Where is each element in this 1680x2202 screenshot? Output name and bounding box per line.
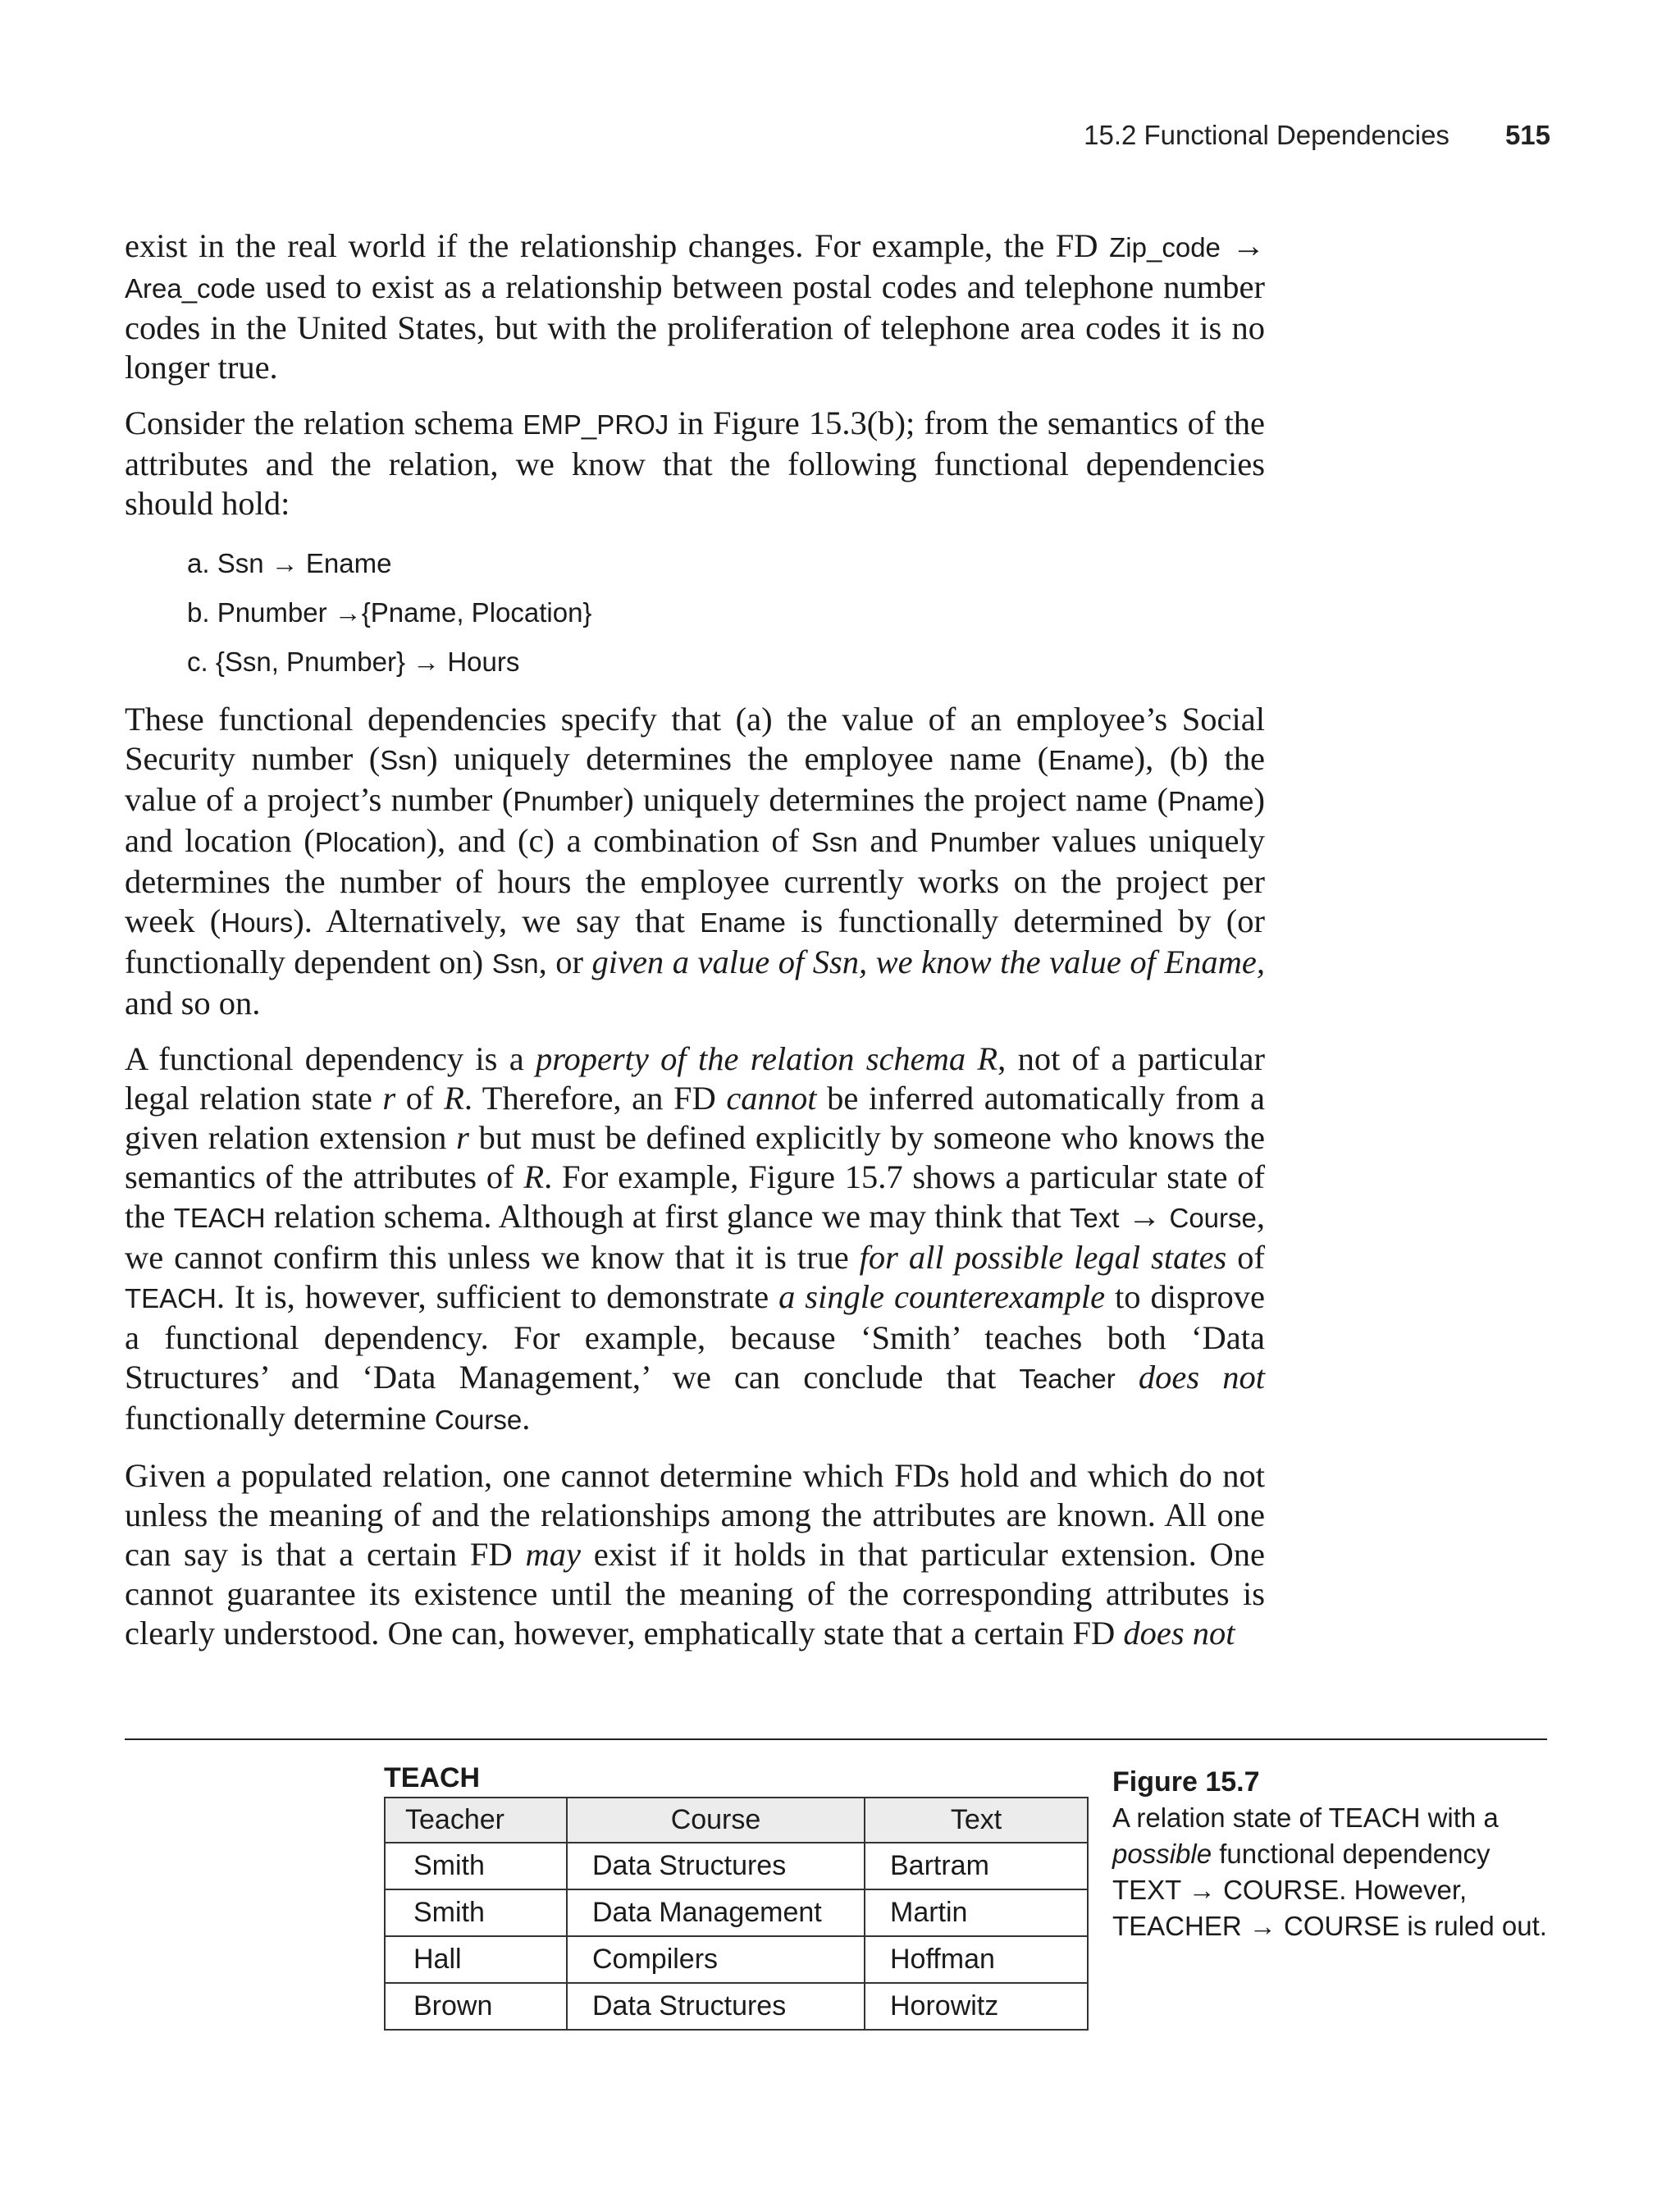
table-row [385,1936,1088,1983]
cell-text: Martin [865,1889,1088,1936]
text-run: in Figure 15.3(b); from the semantics of the attributes and the relation, we know that the following functional dependencies should hold: [125,404,1265,522]
column-header-course: Course [567,1798,865,1843]
cell-course: Data Structures [567,1843,865,1889]
text-run: ). Alternatively, we say that [293,902,701,939]
text-run: . For example, Figure 15.7 shows a particular state of the [125,1158,1265,1235]
italic-run: R [444,1080,464,1117]
text-run: A relation state of TEACH with a [1112,1802,1499,1833]
attr-run: TEACH [173,1203,266,1233]
italic-run: for all possible legal states [859,1239,1227,1276]
cell-text: Horowitz [865,1983,1088,2030]
attr-run: Plocation [314,827,427,857]
attr-run: Ename [700,907,786,938]
attr-run: EMP_PROJ [523,409,669,440]
paragraph-2 [125,404,1265,523]
text-run: to disprove a functional dependency. For example, because ‘Smith’ teaches both ‘Data Structures’ and ‘Data Management,’ we can conclude that [125,1278,1265,1396]
section-title: 15.2 Functional Dependencies [1084,120,1449,150]
figure-caption [1112,1764,1555,1944]
attr-run: Course [1169,1203,1257,1233]
text-run: functionally determine [125,1400,435,1437]
italic-run: may [525,1536,581,1573]
text-run: relation schema. Although at first glance we may think that [265,1198,1070,1235]
text-run: used to exist as a relationship between postal codes and telephone number codes in the United States, but with the proliferation of telephone area codes it is no longer true. [125,268,1265,386]
fd-item-a: a. Ssn → Ename [187,548,392,578]
cell-teacher: Smith [385,1889,567,1936]
text-run: and so on. [125,985,261,1021]
text-run: → [1220,227,1265,264]
text-run: ), and (c) a combination of [426,822,811,859]
paragraph-1 [125,226,1265,387]
attr-run: Zip_code [1109,232,1221,263]
text-run: ), (b) the value of a project’s number ( [125,740,1265,818]
fd-item-c: c. {Ssn, Pnumber} → Hours [187,646,520,677]
text-run: . It is, however, sufficient to demonstrate [216,1278,779,1315]
text-run: → [1119,1198,1170,1235]
italic-run: possible [1112,1839,1212,1869]
text-run: and [857,822,930,859]
italic-run: cannot [726,1080,817,1117]
table-header-row [385,1798,1088,1843]
figure-divider [125,1738,1547,1740]
text-run: . Therefore, an FD [463,1080,727,1117]
attr-run: Pname [1167,786,1254,816]
attr-run: Ssn [491,948,539,979]
cell-course: Data Management [567,1889,865,1936]
italic-run: does not [1123,1615,1235,1652]
attr-run: Pnumber [929,827,1040,857]
text-run: exist in the real world if the relationship changes. For example, the FD [125,227,1110,264]
text-run: but must be defined explicitly by someone who knows the semantics of the attributes of [125,1119,1265,1195]
fd-list [187,539,1265,687]
attr-run: Hours [221,907,294,938]
page-number: 515 [1504,120,1550,150]
italic-run: a single counterexample [778,1278,1106,1315]
text-run: , not of a particular legal relation state [125,1040,1265,1117]
body-text [125,226,1265,1670]
italic-run: does not [1138,1359,1265,1396]
text-run: ) uniquely determines the project name ( [623,781,1168,818]
caption-body [1112,1800,1555,1944]
attr-run: TEACH [125,1283,217,1313]
text-run: , we cannot confirm this unless we know that it is true [125,1198,1265,1276]
attr-run: Ssn [380,745,427,775]
text-run: be inferred automatically from a given relation extension [125,1080,1266,1156]
fd-item-b: b. Pnumber →{Pname, Plocation} [187,597,592,628]
attr-run: Text [1069,1203,1120,1233]
running-head [0,120,1550,151]
italic-run: r [456,1119,469,1156]
text-run: ) uniquely determines the employee name ( [427,740,1049,777]
cell-text: Bartram [865,1843,1088,1889]
column-header-teacher: Teacher [385,1798,567,1843]
teach-table [384,1797,1089,2031]
text-run: These functional dependencies specify that (a) the value of an employee’s Social Security number ( [125,701,1265,777]
cell-teacher: Smith [385,1843,567,1889]
table-row [385,1889,1088,1936]
text-run: A functional dependency is a [125,1040,536,1077]
text-run: is functionally determined by (or functionally dependent on) [125,902,1265,980]
text-run: functional dependency TEXT → COURSE. However, TEACHER → COURSE is ruled out. [1112,1839,1547,1941]
attr-run: Area_code [125,273,256,304]
text-run: values uniquely determines the number of hours the employee currently works on the project per week ( [125,822,1266,939]
text-run: of [395,1080,445,1117]
attr-run: Ssn [810,827,858,857]
text-run [1116,1359,1139,1396]
table-row [385,1843,1088,1889]
text-run: Given a populated relation, one cannot determine which FDs hold and which do not unless the meaning of and the relationships among the attributes are known. All one can say is that a certain FD [125,1457,1265,1573]
italic-run: r [382,1080,396,1117]
text-run: of [1226,1239,1265,1276]
italic-run: given a value of Ssn, we know the value of Ename, [591,943,1265,980]
text-run: Consider the relation schema [125,404,523,441]
paragraph-3 [125,700,1265,1023]
cell-course: Data Structures [567,1983,865,2030]
column-header-text: Text [865,1798,1088,1843]
cell-course: Compilers [567,1936,865,1983]
text-run: ) and location ( [125,781,1266,859]
text-run: exist if it holds in that particular extension. One cannot guarantee its existence until the meaning of the corresponding attributes is clearly understood. One can, however, emphatically state that a certain FD [125,1536,1265,1652]
paragraph-5 [125,1456,1265,1653]
attr-run: Course [434,1405,523,1435]
cell-teacher: Brown [385,1983,567,2030]
cell-text: Hoffman [865,1936,1088,1983]
cell-teacher: Hall [385,1936,567,1983]
attr-run: Ename [1048,745,1134,775]
table-title: TEACH [384,1762,481,1793]
paragraph-4 [125,1039,1265,1440]
caption-title: Figure 15.7 [1112,1766,1260,1798]
text-run: . [522,1400,531,1437]
attr-run: Pnumber [513,786,623,816]
text-run: , or [538,943,592,980]
italic-run: R [523,1158,545,1195]
attr-run: Teacher [1019,1364,1116,1394]
table-row [385,1983,1088,2030]
italic-run: property of the relation schema R [535,1040,998,1077]
